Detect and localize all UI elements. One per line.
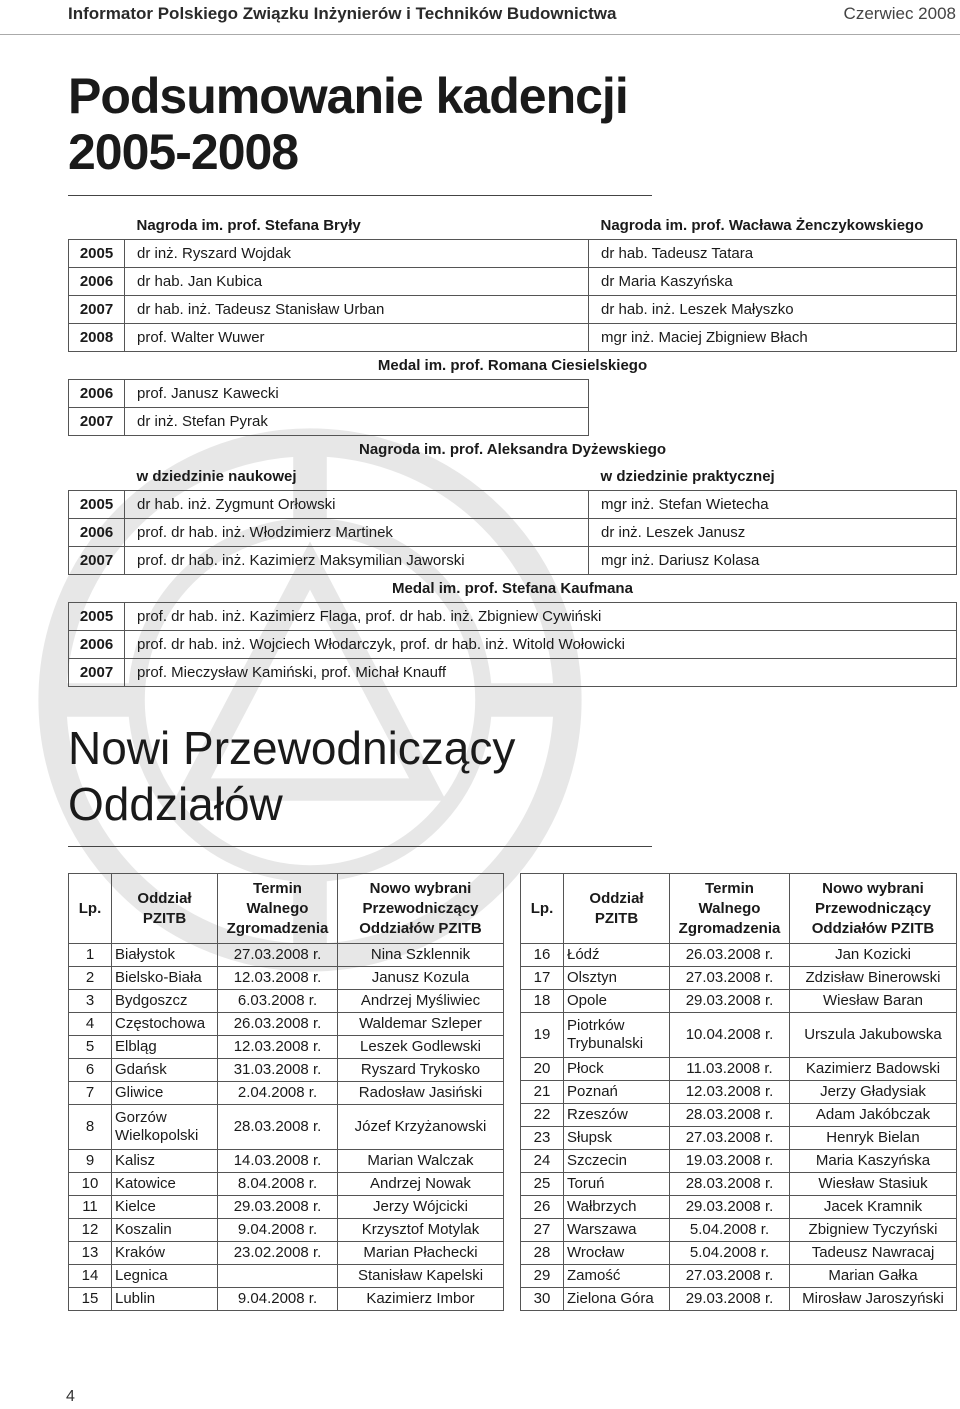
award-row	[69, 296, 957, 324]
meeting-date: 8.04.2008 r.	[218, 1173, 338, 1196]
award-row	[69, 324, 957, 352]
award-row	[69, 519, 957, 547]
empty-cell	[69, 463, 125, 491]
row-number: 17	[521, 967, 564, 990]
table-row	[69, 1013, 504, 1036]
award-title: Nagroda im. prof. Aleksandra Dyżewskiego	[358, 441, 667, 458]
award-row	[69, 547, 957, 575]
meeting-date: 28.03.2008 r.	[218, 1105, 338, 1150]
table-row	[521, 1150, 957, 1173]
award-year: 2007	[69, 547, 125, 575]
award-year: 2005	[69, 603, 125, 631]
issue-date: Czerwiec 2008	[843, 4, 956, 23]
award-year: 2005	[69, 491, 125, 519]
award-row	[69, 408, 957, 436]
award-year: 2006	[69, 268, 125, 296]
branch-name: Elbląg	[112, 1036, 218, 1059]
table-row	[521, 1081, 957, 1104]
award-recipient: dr inż. Leszek Janusz	[589, 519, 957, 547]
table-row	[521, 1242, 957, 1265]
title-line: Podsumowanie kadencji	[68, 68, 628, 124]
row-number: 21	[521, 1081, 564, 1104]
award-row	[69, 603, 957, 631]
branch-name: Zielona Góra	[564, 1288, 670, 1311]
meeting-date: 6.03.2008 r.	[218, 990, 338, 1013]
award-recipient: mgr inż. Stefan Wietecha	[589, 491, 957, 519]
branch-name: Bielsko-Biała	[112, 967, 218, 990]
award-row	[69, 380, 957, 408]
meeting-date: 26.03.2008 r.	[218, 1013, 338, 1036]
award-subtitle: w dziedzinie praktycznej	[600, 468, 775, 485]
award-recipient: dr hab. inż. Tadeusz Stanisław Urban	[125, 296, 589, 324]
award-row	[69, 659, 957, 687]
row-number: 28	[521, 1242, 564, 1265]
branch-table-left	[68, 873, 504, 1311]
branch-name: Poznań	[564, 1081, 670, 1104]
branch-name: Gliwice	[112, 1082, 218, 1105]
chair-name: Marian Walczak	[338, 1150, 504, 1173]
award-row	[69, 631, 957, 659]
branch-table-right	[520, 873, 957, 1311]
chair-name: Nina Szklennik	[338, 944, 504, 967]
award-year: 2005	[69, 240, 125, 268]
table-row	[521, 1173, 957, 1196]
row-number: 23	[521, 1127, 564, 1150]
table-row	[521, 1058, 957, 1081]
award-recipient: dr hab. inż. Leszek Małyszko	[589, 296, 957, 324]
meeting-date: 9.04.2008 r.	[218, 1288, 338, 1311]
column-header-branch: Oddział PZITB	[564, 874, 670, 944]
section-title-summary	[68, 68, 628, 180]
column-header-lp: Lp.	[69, 874, 112, 944]
chair-name: Wiesław Stasiuk	[790, 1173, 957, 1196]
award-recipient: mgr inż. Maciej Zbigniew Błach	[589, 324, 957, 352]
meeting-date: 28.03.2008 r.	[670, 1104, 790, 1127]
chair-name: Janusz Kozula	[338, 967, 504, 990]
column-header-chair: Nowo wybrani Przewodniczący Oddziałów PZITB	[790, 874, 957, 944]
award-year: 2006	[69, 380, 125, 408]
meeting-date: 27.03.2008 r.	[670, 967, 790, 990]
publication-title: Informator Polskiego Związku Inżynierów i Techników Budownictwa	[68, 4, 617, 23]
branch-name: Bydgoszcz	[112, 990, 218, 1013]
table-header-row	[521, 874, 957, 944]
row-number: 3	[69, 990, 112, 1013]
chair-name: Kazimierz Imbor	[338, 1288, 504, 1311]
table-header-row	[69, 874, 504, 944]
column-header-date: Termin Walnego Zgromadzenia	[670, 874, 790, 944]
branch-name: Warszawa	[564, 1219, 670, 1242]
title-line: Nowi Przewodniczący	[68, 722, 516, 774]
meeting-date: 11.03.2008 r.	[670, 1058, 790, 1081]
meeting-date: 19.03.2008 r.	[670, 1150, 790, 1173]
row-number: 8	[69, 1105, 112, 1150]
chair-name: Henryk Bielan	[790, 1127, 957, 1150]
branch-name-line: Wielkopolski	[115, 1127, 199, 1144]
award-recipient: dr hab. Tadeusz Tatara	[589, 240, 957, 268]
meeting-date: 12.03.2008 r.	[218, 967, 338, 990]
award-header-row	[69, 575, 957, 603]
table-row	[69, 1265, 504, 1288]
table-row	[521, 1127, 957, 1150]
award-header-row	[69, 436, 957, 464]
award-header-row	[69, 352, 957, 380]
branch-name-line: Piotrków	[567, 1017, 625, 1034]
row-number: 30	[521, 1288, 564, 1311]
table-row	[521, 1013, 957, 1058]
award-row	[69, 240, 957, 268]
award-year: 2008	[69, 324, 125, 352]
row-number: 7	[69, 1082, 112, 1105]
meeting-date: 27.03.2008 r.	[670, 1127, 790, 1150]
table-row	[69, 1219, 504, 1242]
divider	[68, 195, 652, 196]
award-recipient: dr inż. Stefan Pyrak	[125, 408, 589, 436]
chair-name: Andrzej Nowak	[338, 1173, 504, 1196]
table-row	[69, 1036, 504, 1059]
chair-name: Urszula Jakubowska	[790, 1013, 957, 1058]
table-row	[521, 1219, 957, 1242]
meeting-date: 28.03.2008 r.	[670, 1173, 790, 1196]
award-year: 2006	[69, 631, 125, 659]
chair-name: Tadeusz Nawracaj	[790, 1242, 957, 1265]
meeting-date: 29.03.2008 r.	[670, 1288, 790, 1311]
meeting-date: 12.03.2008 r.	[670, 1081, 790, 1104]
branch-name	[564, 1013, 670, 1058]
award-recipient: dr inż. Ryszard Wojdak	[125, 240, 589, 268]
award-recipient: prof. dr hab. inż. Włodzimierz Martinek	[125, 519, 589, 547]
branch-name	[112, 1105, 218, 1150]
award-recipient: prof. Walter Wuwer	[125, 324, 589, 352]
branch-name: Łódź	[564, 944, 670, 967]
column-header-lp: Lp.	[521, 874, 564, 944]
chair-name: Leszek Godlewski	[338, 1036, 504, 1059]
meeting-date: 27.03.2008 r.	[218, 944, 338, 967]
branch-name: Kraków	[112, 1242, 218, 1265]
chair-name: Zdzisław Binerowski	[790, 967, 957, 990]
award-recipient: dr hab. inż. Zygmunt Orłowski	[125, 491, 589, 519]
row-number: 12	[69, 1219, 112, 1242]
chair-name: Marian Gałka	[790, 1265, 957, 1288]
chair-name: Jan Kozicki	[790, 944, 957, 967]
meeting-date: 27.03.2008 r.	[670, 1265, 790, 1288]
row-number: 15	[69, 1288, 112, 1311]
table-row	[69, 1196, 504, 1219]
chair-name: Jerzy Gładysiak	[790, 1081, 957, 1104]
meeting-date: 9.04.2008 r.	[218, 1219, 338, 1242]
branch-name: Wrocław	[564, 1242, 670, 1265]
row-number: 5	[69, 1036, 112, 1059]
empty-cell	[589, 408, 957, 436]
chair-name: Krzysztof Motylak	[338, 1219, 504, 1242]
branch-name-line: Gorzów	[115, 1109, 167, 1126]
table-row	[521, 944, 957, 967]
award-year: 2007	[69, 296, 125, 324]
chair-name: Józef Krzyżanowski	[338, 1105, 504, 1150]
table-row	[69, 1082, 504, 1105]
award-recipient: dr Maria Kaszyńska	[589, 268, 957, 296]
branch-name: Kalisz	[112, 1150, 218, 1173]
row-number: 18	[521, 990, 564, 1013]
table-row	[521, 1288, 957, 1311]
branch-name: Opole	[564, 990, 670, 1013]
chair-name: Radosław Jasiński	[338, 1082, 504, 1105]
row-number: 2	[69, 967, 112, 990]
chair-name: Wiesław Baran	[790, 990, 957, 1013]
award-header-row	[69, 212, 957, 240]
chair-name: Kazimierz Badowski	[790, 1058, 957, 1081]
row-number: 25	[521, 1173, 564, 1196]
row-number: 24	[521, 1150, 564, 1173]
meeting-date: 10.04.2008 r.	[670, 1013, 790, 1058]
award-recipient: prof. dr hab. inż. Kazimierz Maksymilian Jaworski	[125, 547, 589, 575]
award-title: Nagroda im. prof. Stefana Bryły	[136, 217, 361, 234]
row-number: 4	[69, 1013, 112, 1036]
row-number: 9	[69, 1150, 112, 1173]
branch-name: Szczecin	[564, 1150, 670, 1173]
branch-name: Legnica	[112, 1265, 218, 1288]
column-header-date: Termin Walnego Zgromadzenia	[218, 874, 338, 944]
table-row	[69, 1105, 504, 1150]
meeting-date: 26.03.2008 r.	[670, 944, 790, 967]
branch-name: Wałbrzych	[564, 1196, 670, 1219]
meeting-date: 23.02.2008 r.	[218, 1242, 338, 1265]
row-number: 6	[69, 1059, 112, 1082]
awards-table	[68, 212, 957, 687]
branch-name: Olsztyn	[564, 967, 670, 990]
table-row	[69, 944, 504, 967]
row-number: 11	[69, 1196, 112, 1219]
table-row	[521, 1104, 957, 1127]
branch-name: Płock	[564, 1058, 670, 1081]
branch-name: Toruń	[564, 1173, 670, 1196]
award-recipient: prof. dr hab. inż. Kazimierz Flaga, prof. dr hab. inż. Zbigniew Cywiński	[125, 603, 957, 631]
row-number: 13	[69, 1242, 112, 1265]
award-year: 2007	[69, 408, 125, 436]
branch-name: Gdańsk	[112, 1059, 218, 1082]
page-number: 4	[66, 1388, 75, 1405]
meeting-date: 5.04.2008 r.	[670, 1219, 790, 1242]
table-row	[521, 990, 957, 1013]
row-number: 14	[69, 1265, 112, 1288]
chair-name: Waldemar Szleper	[338, 1013, 504, 1036]
column-header-chair: Nowo wybrani Przewodniczący Oddziałów PZITB	[338, 874, 504, 944]
branch-name: Koszalin	[112, 1219, 218, 1242]
branch-name: Katowice	[112, 1173, 218, 1196]
meeting-date: 14.03.2008 r.	[218, 1150, 338, 1173]
table-row	[69, 1059, 504, 1082]
award-recipient: dr hab. Jan Kubica	[125, 268, 589, 296]
meeting-date: 5.04.2008 r.	[670, 1242, 790, 1265]
meeting-date: 29.03.2008 r.	[670, 1196, 790, 1219]
award-title: Nagroda im. prof. Wacława Żenczykowskiego	[600, 217, 924, 234]
award-recipient: prof. Mieczysław Kamiński, prof. Michał Knauff	[125, 659, 957, 687]
empty-cell	[589, 380, 957, 408]
award-subheader-row	[69, 463, 957, 491]
chair-name: Andrzej Myśliwiec	[338, 990, 504, 1013]
chair-name: Marian Płachecki	[338, 1242, 504, 1265]
row-number: 10	[69, 1173, 112, 1196]
table-row	[521, 1265, 957, 1288]
table-row	[69, 990, 504, 1013]
table-row	[521, 967, 957, 990]
chair-name: Stanisław Kapelski	[338, 1265, 504, 1288]
award-subtitle: w dziedzinie naukowej	[136, 468, 297, 485]
branch-name: Białystok	[112, 944, 218, 967]
branch-name-line: Trybunalski	[567, 1035, 644, 1052]
award-title: Medal im. prof. Stefana Kaufmana	[392, 580, 633, 597]
award-recipient: mgr inż. Dariusz Kolasa	[589, 547, 957, 575]
row-number: 27	[521, 1219, 564, 1242]
title-line: 2005-2008	[68, 124, 299, 180]
column-header-branch: Oddział PZITB	[112, 874, 218, 944]
table-row	[69, 1242, 504, 1265]
branch-name: Słupsk	[564, 1127, 670, 1150]
table-row	[69, 967, 504, 990]
chair-name: Jacek Kramnik	[790, 1196, 957, 1219]
row-number: 29	[521, 1265, 564, 1288]
award-year: 2007	[69, 659, 125, 687]
page-header	[0, 0, 960, 35]
meeting-date	[218, 1265, 338, 1288]
table-row	[69, 1150, 504, 1173]
row-number: 19	[521, 1013, 564, 1058]
meeting-date: 31.03.2008 r.	[218, 1059, 338, 1082]
award-row	[69, 491, 957, 519]
meeting-date: 29.03.2008 r.	[670, 990, 790, 1013]
row-number: 26	[521, 1196, 564, 1219]
chair-name: Jerzy Wójcicki	[338, 1196, 504, 1219]
award-row	[69, 268, 957, 296]
branch-name: Zamość	[564, 1265, 670, 1288]
section-title-new-chairs	[68, 720, 515, 832]
row-number: 22	[521, 1104, 564, 1127]
branch-name: Rzeszów	[564, 1104, 670, 1127]
divider	[68, 846, 652, 847]
row-number: 16	[521, 944, 564, 967]
chair-name: Maria Kaszyńska	[790, 1150, 957, 1173]
chair-name: Zbigniew Tyczyński	[790, 1219, 957, 1242]
award-recipient: prof. Janusz Kawecki	[125, 380, 589, 408]
title-line: Oddziałów	[68, 778, 283, 830]
row-number: 1	[69, 944, 112, 967]
award-title: Medal im. prof. Romana Ciesielskiego	[377, 357, 648, 374]
chair-name: Mirosław Jaroszyński	[790, 1288, 957, 1311]
table-row	[521, 1196, 957, 1219]
meeting-date: 2.04.2008 r.	[218, 1082, 338, 1105]
row-number: 20	[521, 1058, 564, 1081]
chair-name: Ryszard Trykosko	[338, 1059, 504, 1082]
meeting-date: 12.03.2008 r.	[218, 1036, 338, 1059]
award-recipient: prof. dr hab. inż. Wojciech Włodarczyk, prof. dr hab. inż. Witold Wołowicki	[125, 631, 957, 659]
meeting-date: 29.03.2008 r.	[218, 1196, 338, 1219]
award-year: 2006	[69, 519, 125, 547]
branch-name: Kielce	[112, 1196, 218, 1219]
chair-name: Adam Jakóbczak	[790, 1104, 957, 1127]
table-row	[69, 1173, 504, 1196]
table-row	[69, 1288, 504, 1311]
branch-name: Lublin	[112, 1288, 218, 1311]
branch-name: Częstochowa	[112, 1013, 218, 1036]
